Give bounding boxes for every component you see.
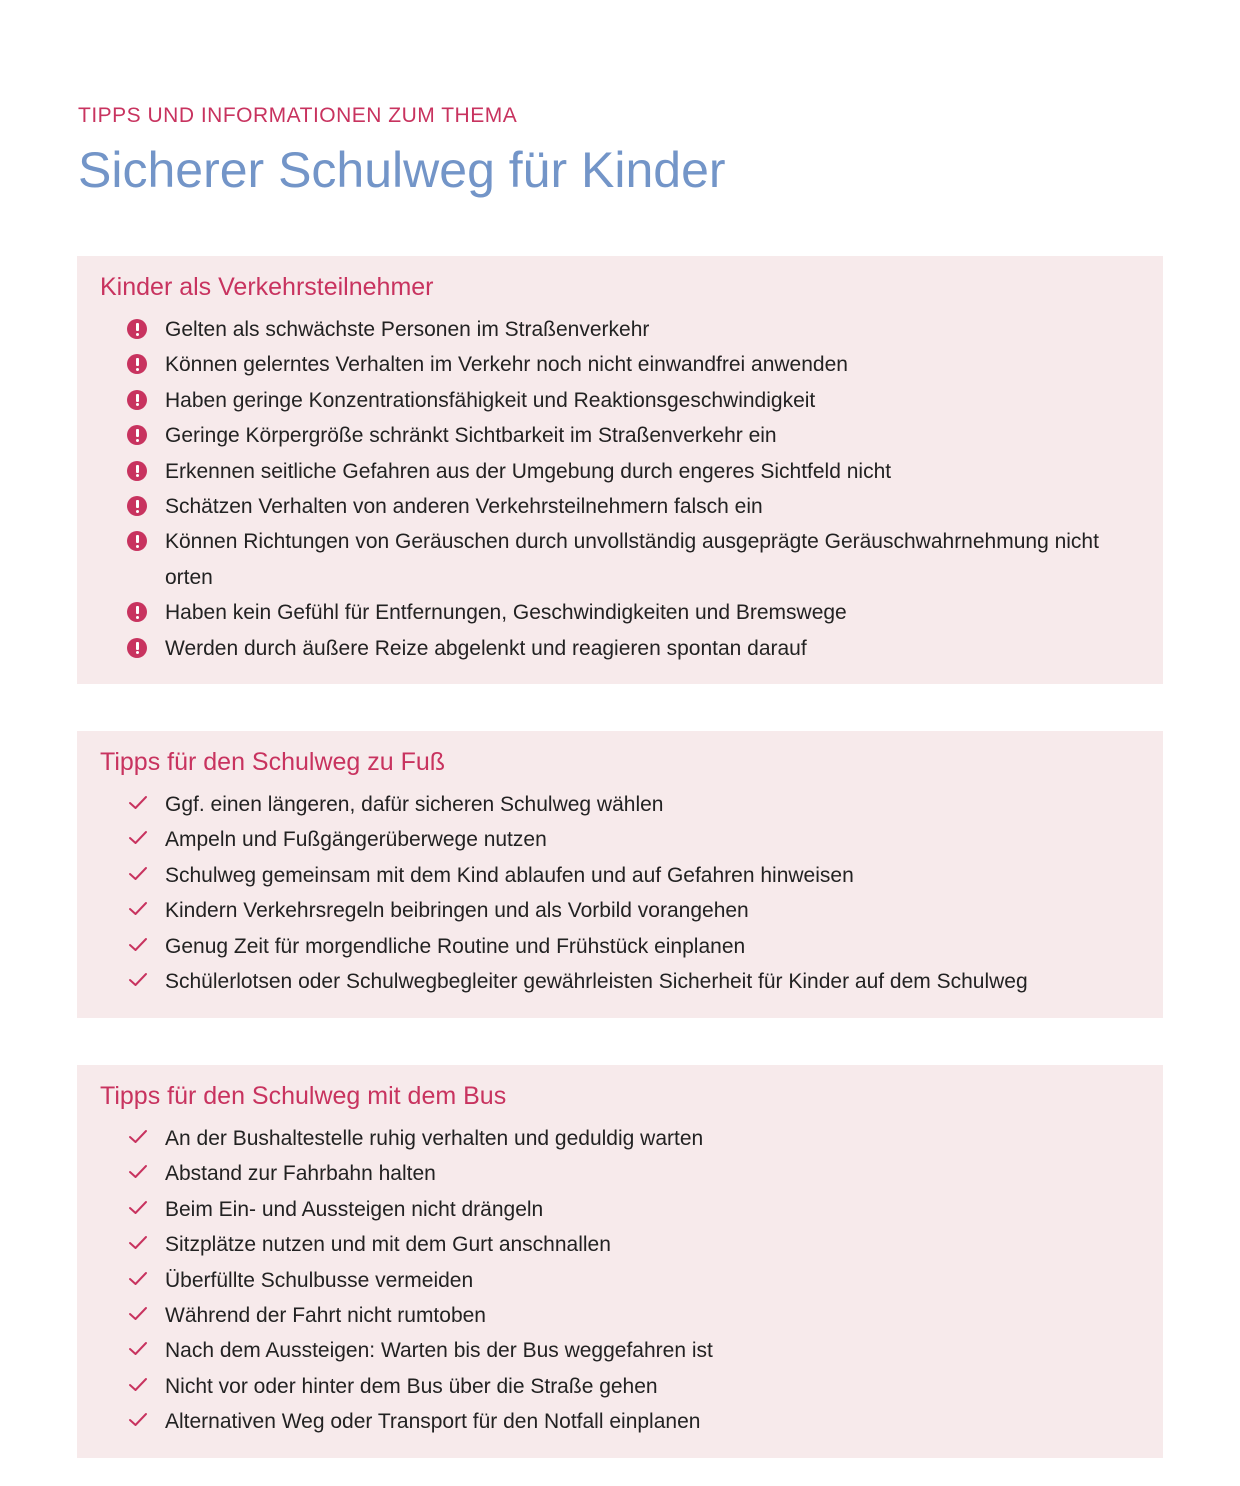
alert-circle-icon (127, 602, 147, 622)
list-item-text: Werden durch äußere Reize abgelenkt und reagieren spontan darauf (165, 636, 807, 660)
checkmark-icon (128, 830, 148, 846)
list-item-text: Ampeln und Fußgängerüberwege nutzen (165, 828, 547, 852)
list-item-text: Gelten als schwächste Personen im Straßenverkehr (165, 318, 650, 341)
list-item-text: Alternativen Weg oder Transport für den Notfall einplanen (165, 1410, 701, 1434)
checkmark-icon (128, 972, 148, 988)
alert-circle-icon (127, 638, 147, 658)
page-title: Sicherer Schulweg für Kinder (78, 142, 726, 198)
section-schulweg-mit-dem-bus (77, 1065, 1163, 1458)
alert-circle-icon (127, 354, 147, 374)
list-item (100, 964, 1133, 999)
alert-circle-icon (127, 319, 147, 339)
list-item (100, 1298, 1133, 1333)
check-list (100, 1121, 1133, 1440)
list-item (100, 1192, 1133, 1227)
section-heading: Kinder als Verkehrsteilnehmer (100, 273, 434, 301)
list-item-text: Sitzplätze nutzen und mit dem Gurt anschnallen (165, 1233, 611, 1257)
list-item-text: Abstand zur Fahrbahn halten (165, 1162, 436, 1186)
list-item-text: Kindern Verkehrsregeln beibringen und als Vorbild vorangehen (165, 899, 749, 923)
list-item (100, 312, 1133, 347)
alert-circle-icon (127, 425, 147, 445)
alert-circle-icon (127, 496, 147, 516)
checkmark-icon (128, 1235, 148, 1251)
list-item (100, 524, 1133, 595)
list-item-text: Haben geringe Konzentrationsfähigkeit und Reaktionsgeschwindigkeit (165, 388, 816, 412)
list-item-text: Ggf. einen längeren, dafür sicheren Schulweg wählen (165, 793, 664, 816)
list-item (100, 822, 1133, 857)
list-item-text: An der Bushaltestelle ruhig verhalten und geduldig warten (165, 1127, 704, 1150)
checkmark-icon (128, 1341, 148, 1357)
list-item (100, 454, 1133, 489)
list-item-text: Können Richtungen von Geräuschen durch unvollständig ausgeprägte Geräuschwahrnehmung nicht orten (165, 530, 1099, 589)
section-heading: Tipps für den Schulweg mit dem Bus (100, 1082, 507, 1110)
list-item-text: Haben kein Gefühl für Entfernungen, Geschwindigkeiten und Bremswege (165, 601, 847, 625)
alert-circle-icon (127, 390, 147, 410)
list-item-text: Beim Ein- und Aussteigen nicht drängeln (165, 1197, 544, 1221)
checkmark-icon (128, 1377, 148, 1393)
alert-list (100, 312, 1133, 666)
list-item-text: Schätzen Verhalten von anderen Verkehrsteilnehmern falsch ein (165, 495, 763, 519)
list-item-text: Schülerlotsen oder Schulwegbegleiter gewährleisten Sicherheit für Kinder auf dem Schulweg (165, 970, 1028, 994)
checkmark-icon (128, 1306, 148, 1322)
list-item-text: Überfüllte Schulbusse vermeiden (165, 1268, 474, 1292)
list-item-text: Geringe Körpergröße schränkt Sichtbarkeit im Straßenverkehr ein (165, 424, 777, 448)
list-item-text: Nicht vor oder hinter dem Bus über die Straße gehen (165, 1374, 658, 1398)
list-item (100, 1333, 1133, 1368)
list-item (100, 929, 1133, 964)
alert-circle-icon (127, 531, 147, 551)
list-item (100, 631, 1133, 666)
list-item (100, 893, 1133, 928)
checkmark-icon (128, 901, 148, 917)
checkmark-icon (128, 937, 148, 953)
list-item-text: Schulweg gemeinsam mit dem Kind ablaufen und auf Gefahren hinweisen (165, 863, 854, 887)
checkmark-icon (128, 866, 148, 882)
section-kinder-als-verkehrsteilnehmer (77, 256, 1163, 684)
list-item (100, 1263, 1133, 1298)
list-item-text: Während der Fahrt nicht rumtoben (165, 1304, 486, 1328)
overline: TIPPS UND INFORMATIONEN ZUM THEMA (78, 104, 518, 127)
list-item (100, 595, 1133, 630)
check-list (100, 787, 1133, 999)
checkmark-icon (128, 1129, 148, 1145)
list-item (100, 858, 1133, 893)
list-item-text: Nach dem Aussteigen: Warten bis der Bus weggefahren ist (165, 1339, 713, 1363)
alert-circle-icon (127, 461, 147, 481)
list-item-text: Können gelerntes Verhalten im Verkehr noch nicht einwandfrei anwenden (165, 353, 848, 377)
checkmark-icon (128, 795, 148, 811)
list-item (100, 1227, 1133, 1262)
list-item (100, 1369, 1133, 1404)
checkmark-icon (128, 1271, 148, 1287)
checkmark-icon (128, 1412, 148, 1428)
checkmark-icon (128, 1200, 148, 1216)
section-heading: Tipps für den Schulweg zu Fuß (100, 748, 446, 776)
list-item (100, 1156, 1133, 1191)
list-item (100, 418, 1133, 453)
list-item (100, 1121, 1133, 1156)
checkmark-icon (128, 1164, 148, 1180)
list-item (100, 383, 1133, 418)
section-schulweg-zu-fuss (77, 731, 1163, 1018)
list-item-text: Genug Zeit für morgendliche Routine und Frühstück einplanen (165, 934, 746, 958)
list-item (100, 347, 1133, 382)
list-item (100, 787, 1133, 822)
list-item-text: Erkennen seitliche Gefahren aus der Umgebung durch engeres Sichtfeld nicht (165, 459, 892, 483)
list-item (100, 1404, 1133, 1439)
list-item (100, 489, 1133, 524)
